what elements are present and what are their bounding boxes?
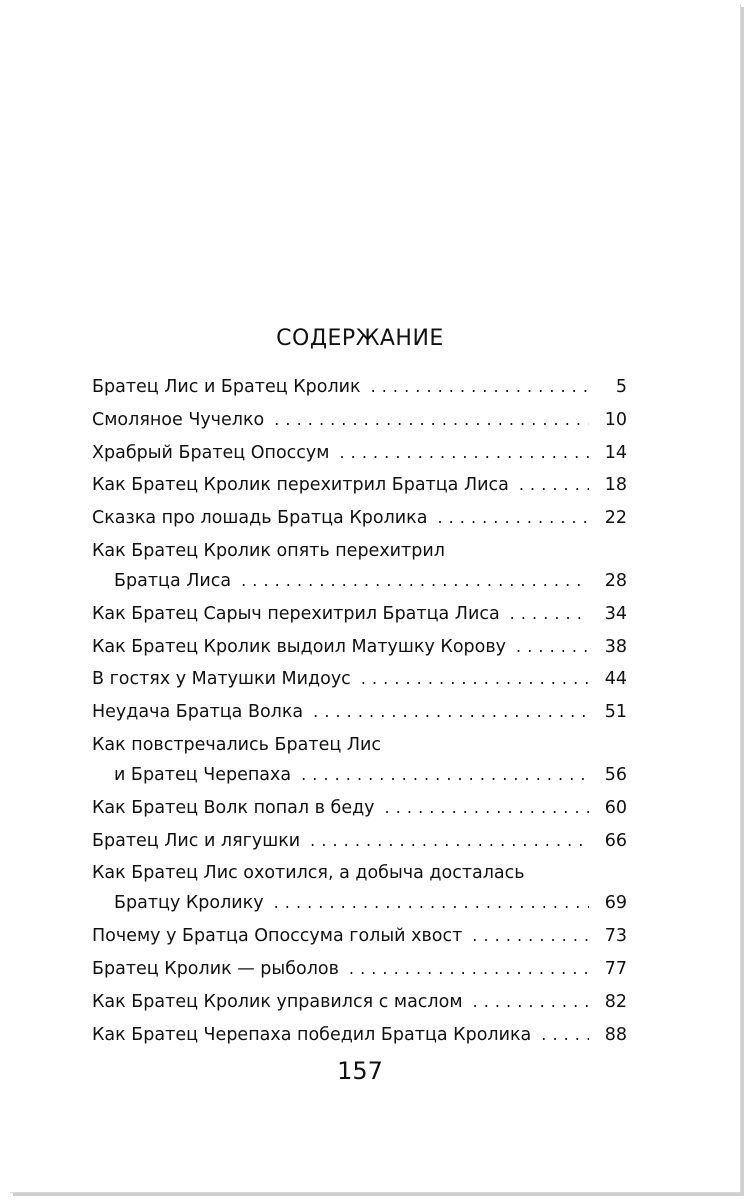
dot-leader [371,372,589,402]
toc-entry [92,921,627,951]
dot-leader [385,793,589,823]
dot-leader [519,470,589,500]
toc-entry-line [92,1020,627,1050]
toc-entry-line [92,921,627,951]
toc-entry-line [92,372,627,402]
toc-entry [92,954,627,984]
toc-entry-line [92,405,627,435]
toc-entry-title: Как Братец Кролик выдоил Матушку Корову [92,636,507,657]
toc-entry [92,438,627,468]
toc-entry-page: 77 [604,958,627,979]
toc-entry-line [92,954,627,984]
toc-entry-page: 51 [604,702,627,723]
toc-entry-page: 88 [604,1024,627,1045]
toc-entry [92,372,627,402]
toc-entry-page: 60 [604,797,627,818]
toc-entry-line [92,664,627,694]
toc-entry-page: 18 [604,475,627,496]
toc-entry-line [92,826,627,856]
toc-entry-page: 22 [604,508,627,529]
toc-entry-line [92,730,627,760]
toc-entry-line [92,793,627,823]
dot-leader [541,1020,589,1050]
toc-entry [92,793,627,823]
dot-leader [349,954,589,984]
dot-leader [274,888,589,918]
toc-entry-page: 56 [604,764,627,785]
toc-entry-line [92,599,627,629]
toc-entry [92,1020,627,1050]
toc-entry-title: Почему у Братца Опоссума голый хвост [92,926,463,947]
toc-entry-page: 28 [604,570,627,591]
toc-entry-page: 38 [604,636,627,657]
toc-entry-line [92,503,627,533]
toc-entry-title: Братца Лиса [114,570,232,591]
toc-entry-page: 34 [604,603,627,624]
toc-entry-title: Сказка про лошадь Братца Кролика [92,508,428,529]
toc-entry-page: 69 [604,893,627,914]
toc-entry-page: 10 [604,409,627,430]
toc-entry-title: Неудача Братца Волка [92,702,304,723]
dot-leader [472,921,589,951]
toc-entry-page: 66 [604,830,627,851]
toc-entry [92,503,627,533]
toc-entry-title: Как Братец Кролик опять перехитрил [92,540,445,561]
dot-leader [241,566,589,596]
toc-entry-line [92,697,627,727]
toc-entry-title: Братец Лис и Братец Кролик [92,377,361,397]
dot-leader [310,826,589,856]
toc-entry-line [92,760,627,790]
toc-entry-page: 44 [604,669,627,690]
toc-entry-title: Храбрый Братец Опоссум [92,442,330,463]
toc-entry [92,405,627,435]
toc-entry-page: 5 [615,377,627,397]
toc-entry-title: Как Братец Лис охотился, а добыча досталась [92,863,525,884]
page-number: 157 [337,1057,383,1085]
toc-entry-line [92,888,627,918]
toc-entry-title: и Братец Черепаха [114,764,292,785]
toc-entry-title: Как Братец Черепаха победил Братца Кролика [92,1024,532,1045]
toc-entry [92,599,627,629]
toc-entry-page: 14 [604,442,627,463]
toc-entry-line [92,858,627,888]
toc-entry-title: Как Братец Кролик перехитрил Братца Лиса [92,475,509,496]
toc-entry-line [92,536,627,566]
book-page [10,4,741,1193]
toc-entry [92,730,627,790]
dot-leader [473,987,589,1017]
toc-entry-line [92,566,627,596]
table-of-contents [92,372,627,1052]
toc-entry [92,470,627,500]
dot-leader [437,503,589,533]
toc-entry-title: Как Братец Кролик управился с маслом [92,991,463,1012]
toc-entry [92,536,627,596]
toc-entry-title: Братец Кролик — рыболов [92,958,339,979]
toc-entry [92,697,627,727]
toc-entry-title: В гостях у Матушки Мидоус [92,669,351,690]
toc-entry-title: Братцу Кролику [114,893,264,914]
toc-entry-title: Как Братец Волк попал в беду [92,797,375,818]
toc-entry-line [92,632,627,662]
toc-entry [92,664,627,694]
toc-entry-line [92,987,627,1017]
toc-entry-page: 73 [604,926,627,947]
toc-entry-line [92,470,627,500]
toc-entry [92,987,627,1017]
toc-entry-line [92,438,627,468]
dot-leader [274,405,589,435]
toc-title: СОДЕРЖАНИЕ [276,326,444,351]
toc-entry-page: 82 [604,991,627,1012]
toc-entry-title: Смоляное Чучелко [92,409,265,430]
dot-leader [510,599,589,629]
dot-leader [361,664,589,694]
toc-entry-title: Как Братец Сарыч перехитрил Братца Лиса [92,603,500,624]
dot-leader [313,697,589,727]
dot-leader [301,760,589,790]
toc-entry [92,858,627,918]
dot-leader [516,632,589,662]
dot-leader [339,438,589,468]
toc-entry-title: Как повстречались Братец Лис [92,734,381,755]
toc-entry [92,632,627,662]
toc-entry [92,826,627,856]
toc-entry-title: Братец Лис и лягушки [92,830,301,851]
